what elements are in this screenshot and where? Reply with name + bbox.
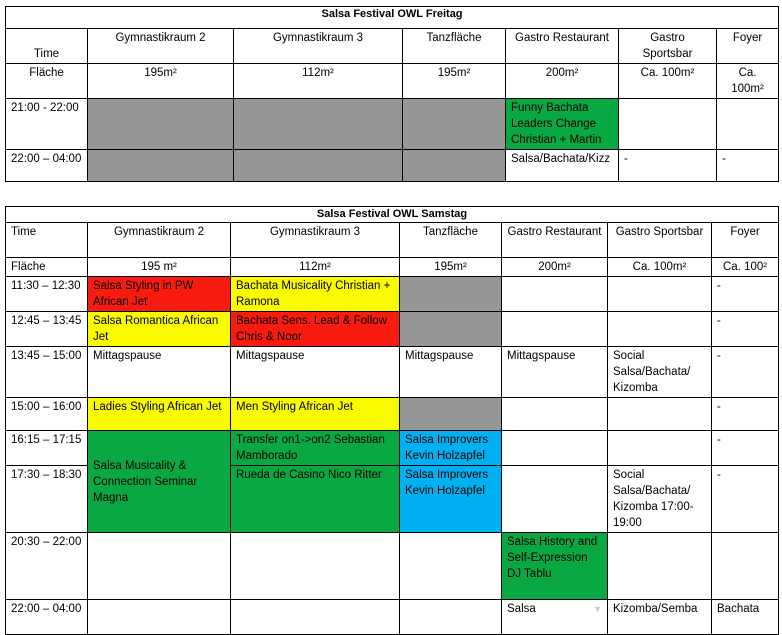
empty-cell[interactable] (712, 533, 779, 600)
session-cell[interactable]: Salsa Improvers Kevin Holzapfel (400, 466, 502, 533)
time-slot: 11:30 – 12:30 (6, 277, 88, 312)
header-gastro-sportsbar: Gastro Sportsbar (619, 29, 717, 64)
area-gastro-sportsbar: Ca. 100m² (619, 64, 717, 99)
area-label: Fläche (6, 64, 88, 99)
area-tanzflaeche: 195m² (400, 258, 502, 277)
header-gastro-restaurant: Gastro Restaurant (502, 223, 608, 258)
empty-cell[interactable] (608, 431, 712, 466)
session-cell[interactable]: Men Styling African Jet (231, 398, 400, 431)
session-cell[interactable]: - (619, 150, 717, 182)
session-cell[interactable]: Mittagspause (502, 347, 608, 398)
blocked-cell (403, 150, 506, 182)
blocked-cell (400, 398, 502, 431)
session-cell[interactable]: Kizomba/Semba (608, 600, 712, 635)
header-time: Time (6, 223, 88, 258)
area-gymnastikraum-2: 195 m² (88, 258, 231, 277)
area-gastro-restaurant: 200m² (502, 258, 608, 277)
session-cell[interactable]: Mittagspause (231, 347, 400, 398)
session-cell[interactable]: Ladies Styling African Jet (88, 398, 231, 431)
time-slot: 15:00 – 16:00 (6, 398, 88, 431)
header-gastro-restaurant: Gastro Restaurant (506, 29, 619, 64)
time-slot: 21:00 - 22:00 (6, 99, 88, 150)
session-cell[interactable]: - (712, 312, 779, 347)
session-cell[interactable]: Bachata (712, 600, 779, 635)
session-cell[interactable]: Bachata Sens. Lead & Follow Chris & Noor (231, 312, 400, 347)
blocked-cell (400, 312, 502, 347)
friday-schedule-table (5, 6, 779, 182)
session-cell[interactable]: Bachata Musicality Christian + Ramona (231, 277, 400, 312)
empty-cell[interactable] (717, 99, 779, 150)
header-foyer: Foyer (717, 29, 779, 64)
session-cell[interactable]: Salsa Improvers Kevin Holzapfel (400, 431, 502, 466)
area-label: Fläche (6, 258, 88, 277)
empty-cell[interactable] (502, 466, 608, 533)
time-slot: 12:45 – 13:45 (6, 312, 88, 347)
time-slot: 16:15 – 17:15 (6, 431, 88, 466)
time-slot: 22:00 – 04:00 (6, 150, 88, 182)
blocked-cell (234, 150, 403, 182)
session-cell[interactable]: - (712, 431, 779, 466)
time-slot: 20:30 – 22:00 (6, 533, 88, 600)
blocked-cell (234, 99, 403, 150)
empty-cell[interactable] (608, 398, 712, 431)
blocked-cell (400, 277, 502, 312)
empty-cell[interactable] (88, 533, 231, 600)
session-cell[interactable]: - (712, 347, 779, 398)
blocked-cell (88, 99, 234, 150)
header-tanzflaeche: Tanzfläche (403, 29, 506, 64)
empty-cell[interactable] (400, 533, 502, 600)
area-gastro-restaurant: 200m² (506, 64, 619, 99)
header-tanzflaeche: Tanzfläche (400, 223, 502, 258)
session-cell[interactable]: Mittagspause (400, 347, 502, 398)
session-cell[interactable]: Salsa Romantica African Jet (88, 312, 231, 347)
session-cell[interactable]: - (712, 398, 779, 431)
empty-cell[interactable] (400, 600, 502, 635)
area-gastro-sportsbar: Ca. 100m² (608, 258, 712, 277)
blocked-cell (88, 150, 234, 182)
time-slot: 13:45 – 15:00 (6, 347, 88, 398)
session-cell[interactable]: Rueda de Casino Nico Ritter (231, 466, 400, 533)
time-slot: 22:00 – 04:00 (6, 600, 88, 635)
session-cell[interactable] (502, 600, 608, 635)
header-gymnastikraum-3: Gymnastikraum 3 (231, 223, 400, 258)
saturday-schedule-table (5, 206, 779, 635)
empty-cell[interactable] (502, 398, 608, 431)
session-cell[interactable]: Transfer on1->on2 Sebastian Mamborado (231, 431, 400, 466)
time-slot: 17:30 – 18:30 (6, 466, 88, 533)
dropdown-arrow-icon[interactable]: ▼ (593, 604, 602, 614)
empty-cell[interactable] (502, 277, 608, 312)
empty-cell[interactable] (231, 533, 400, 600)
session-cell[interactable]: Funny Bachata Leaders Change Christian + Martin (506, 99, 619, 150)
session-cell[interactable]: - (712, 277, 779, 312)
session-cell[interactable]: - (717, 150, 779, 182)
area-gymnastikraum-3: 112m² (234, 64, 403, 99)
session-cell[interactable]: Social Salsa/Bachata/ Kizomba (608, 347, 712, 398)
area-foyer: Ca. 100m² (717, 64, 779, 99)
area-gymnastikraum-3: 112m² (231, 258, 400, 277)
area-gymnastikraum-2: 195m² (88, 64, 234, 99)
area-foyer: Ca. 100² (712, 258, 779, 277)
session-cell[interactable]: Salsa Styling in PW African Jet (88, 277, 231, 312)
empty-cell[interactable] (608, 533, 712, 600)
header-time: Time (6, 29, 88, 64)
empty-cell[interactable] (231, 600, 400, 635)
empty-cell[interactable] (608, 312, 712, 347)
saturday-title: Salsa Festival OWL Samstag (6, 207, 779, 223)
session-cell[interactable]: Salsa History and Self-Expression DJ Tablu (502, 533, 608, 600)
session-cell[interactable]: Salsa Musicality & Connection Seminar Magna (88, 431, 231, 533)
header-gymnastikraum-2: Gymnastikraum 2 (88, 29, 234, 64)
empty-cell[interactable] (608, 277, 712, 312)
empty-cell[interactable] (502, 312, 608, 347)
session-cell[interactable]: Mittagspause (88, 347, 231, 398)
session-label: Salsa (507, 603, 536, 615)
empty-cell[interactable] (502, 431, 608, 466)
blocked-cell (403, 99, 506, 150)
header-foyer: Foyer (712, 223, 779, 258)
header-gastro-sportsbar: Gastro Sportsbar (608, 223, 712, 258)
session-cell[interactable]: Salsa/Bachata/Kizz (506, 150, 619, 182)
friday-title: Salsa Festival OWL Freitag (6, 7, 779, 29)
session-cell[interactable]: - (712, 466, 779, 533)
header-gymnastikraum-3: Gymnastikraum 3 (234, 29, 403, 64)
header-gymnastikraum-2: Gymnastikraum 2 (88, 223, 231, 258)
empty-cell[interactable] (619, 99, 717, 150)
area-tanzflaeche: 195m² (403, 64, 506, 99)
session-cell[interactable]: Social Salsa/Bachata/ Kizomba 17:00-19:00 (608, 466, 712, 533)
empty-cell[interactable] (88, 600, 231, 635)
